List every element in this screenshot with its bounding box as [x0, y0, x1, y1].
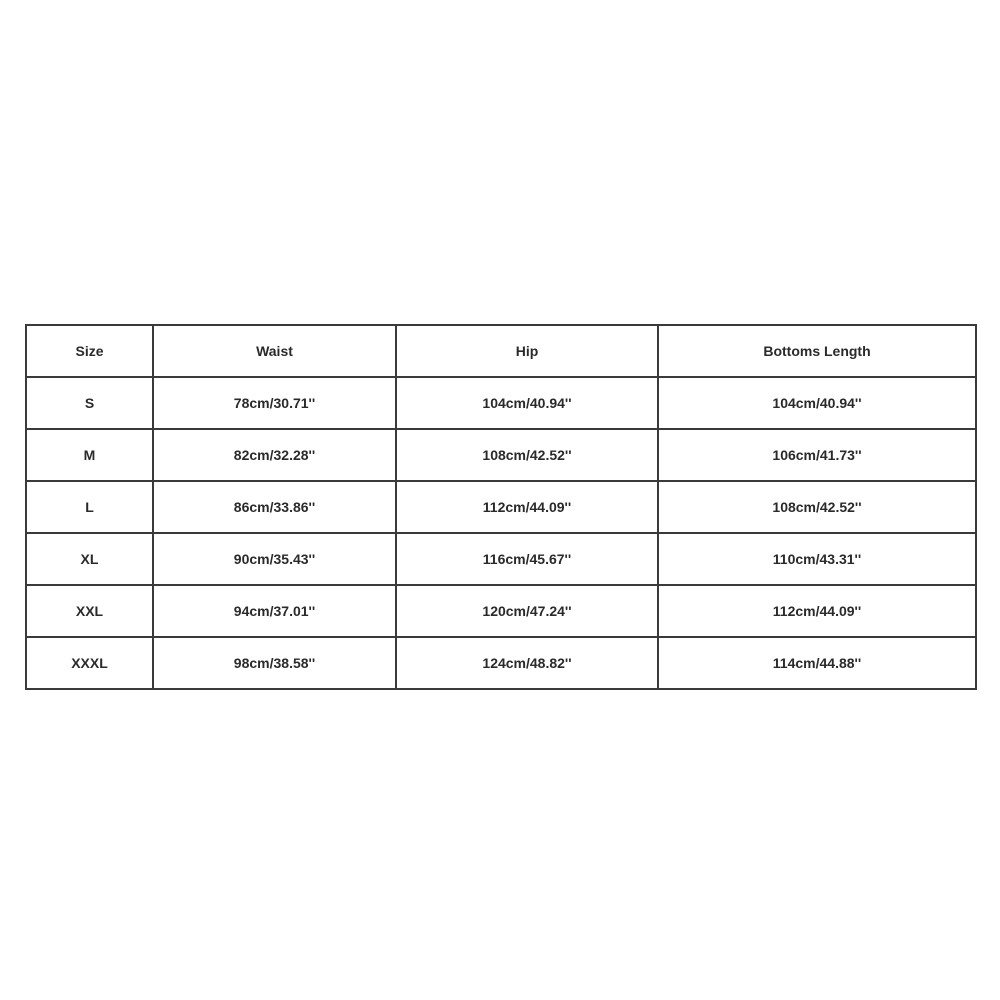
table-row [26, 429, 976, 481]
hip-cell: 120cm/47.24'' [396, 585, 658, 637]
header-size: Size [26, 325, 153, 377]
waist-cell: 94cm/37.01'' [153, 585, 396, 637]
hip-cell: 112cm/44.09'' [396, 481, 658, 533]
hip-cell: 124cm/48.82'' [396, 637, 658, 689]
size-cell: L [26, 481, 153, 533]
table-row [26, 533, 976, 585]
header-bottoms-length: Bottoms Length [658, 325, 976, 377]
size-cell: M [26, 429, 153, 481]
waist-cell: 78cm/30.71'' [153, 377, 396, 429]
bottoms-length-cell: 106cm/41.73'' [658, 429, 976, 481]
bottoms-length-cell: 104cm/40.94'' [658, 377, 976, 429]
size-cell: XXL [26, 585, 153, 637]
size-cell: XXXL [26, 637, 153, 689]
table-row [26, 637, 976, 689]
bottoms-length-cell: 114cm/44.88'' [658, 637, 976, 689]
hip-cell: 104cm/40.94'' [396, 377, 658, 429]
waist-cell: 86cm/33.86'' [153, 481, 396, 533]
hip-cell: 116cm/45.67'' [396, 533, 658, 585]
hip-cell: 108cm/42.52'' [396, 429, 658, 481]
waist-cell: 82cm/32.28'' [153, 429, 396, 481]
header-waist: Waist [153, 325, 396, 377]
table-row [26, 585, 976, 637]
size-cell: S [26, 377, 153, 429]
bottoms-length-cell: 110cm/43.31'' [658, 533, 976, 585]
size-cell: XL [26, 533, 153, 585]
bottoms-length-cell: 108cm/42.52'' [658, 481, 976, 533]
waist-cell: 90cm/35.43'' [153, 533, 396, 585]
table-row [26, 377, 976, 429]
header-hip: Hip [396, 325, 658, 377]
bottoms-length-cell: 112cm/44.09'' [658, 585, 976, 637]
waist-cell: 98cm/38.58'' [153, 637, 396, 689]
table-row [26, 481, 976, 533]
table-header-row [26, 325, 976, 377]
size-chart-table [25, 324, 977, 690]
